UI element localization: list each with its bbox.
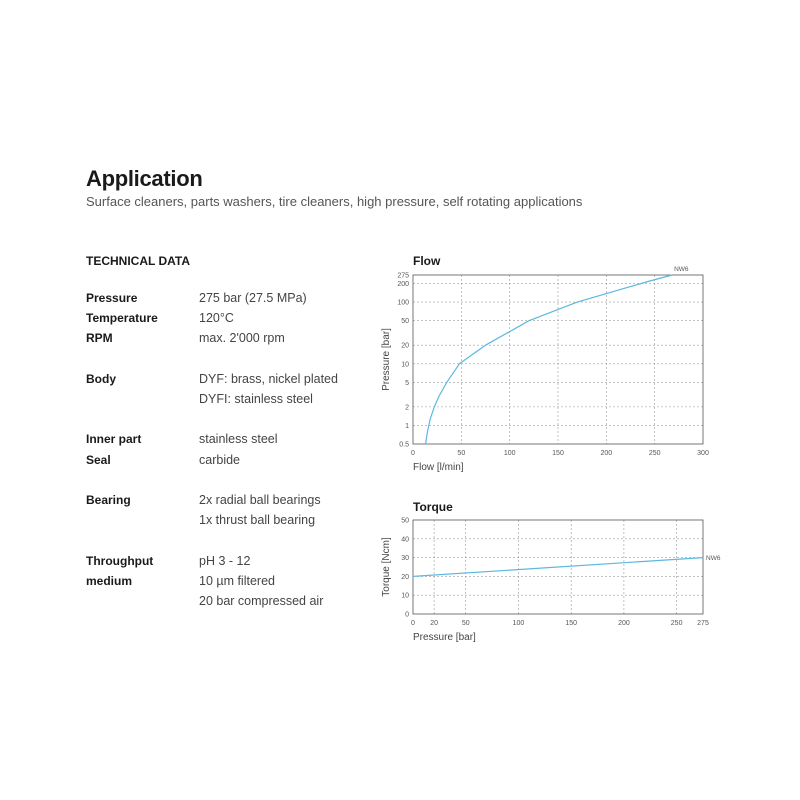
flow-y-tick-label: 20 <box>401 342 409 350</box>
torque-x-tick-label: 100 <box>512 620 525 627</box>
spec-label-inner-part: Inner part <box>86 432 142 446</box>
spec-value-temperature: 120°C <box>199 311 234 325</box>
torque-x-tick-label: 0 <box>411 620 415 627</box>
flow-x-tick-label: 150 <box>552 450 564 457</box>
flow-x-tick-label: 300 <box>697 450 709 457</box>
spec-value-inner-part: stainless steel <box>199 432 278 446</box>
flow-y-tick-label: 50 <box>401 318 409 326</box>
flow-y-tick-label: 0.5 <box>399 441 409 449</box>
torque-y-tick-label: 30 <box>401 555 409 563</box>
torque-x-tick-label: 250 <box>670 620 683 627</box>
spec-label-seal: Seal <box>86 453 111 467</box>
flow-series-label: NW6 <box>674 266 689 273</box>
torque-y-tick-label: 10 <box>401 592 409 600</box>
torque-x-axis-label: Pressure [bar] <box>413 632 476 643</box>
torque-series-line <box>413 558 703 577</box>
spec-value-body-dyf: DYF: brass, nickel plated <box>199 372 338 386</box>
flow-x-tick-label: 200 <box>600 450 613 457</box>
spec-value-body-dyfi: DYFI: stainless steel <box>199 392 313 406</box>
flow-x-axis-label: Flow [l/min] <box>413 462 464 473</box>
torque-y-tick-label: 0 <box>405 611 409 619</box>
spec-value-bearing-thrust: 1x thrust ball bearing <box>199 513 316 527</box>
spec-value-rpm: max. 2'000 rpm <box>199 331 285 345</box>
flow-y-tick-label: 275 <box>397 272 409 280</box>
spec-value-seal: carbide <box>199 453 240 467</box>
technical-data-heading: TECHNICAL DATA <box>86 254 190 268</box>
torque-series-label: NW6 <box>706 555 721 563</box>
flow-series-line <box>426 275 672 444</box>
spec-label-bearing: Bearing <box>86 493 131 507</box>
spec-label-body: Body <box>86 372 116 386</box>
torque-x-tick-label: 150 <box>565 620 578 627</box>
flow-y-tick-label: 200 <box>397 281 409 289</box>
torque-x-tick-label: 20 <box>430 620 438 627</box>
spec-value-bearing-radial: 2x radial ball bearings <box>199 493 321 507</box>
torque-x-tick-label: 275 <box>697 620 709 627</box>
flow-x-tick-label: 250 <box>648 450 661 457</box>
flow-x-tick-label: 0 <box>411 450 415 457</box>
flow-y-tick-label: 100 <box>397 299 409 307</box>
spec-value-pressure: 275 bar (27.5 MPa) <box>199 291 307 305</box>
spec-value-filtered: 10 µm filtered <box>199 574 275 588</box>
torque-y-tick-label: 20 <box>401 573 409 581</box>
spec-value-compressed-air: 20 bar compressed air <box>199 594 324 608</box>
flow-chart-title: Flow <box>413 254 441 268</box>
flow-x-tick-label: 50 <box>457 450 466 457</box>
torque-x-tick-label: 50 <box>461 620 470 627</box>
flow-y-tick-label: 10 <box>401 361 409 369</box>
torque-chart-title: Torque <box>413 500 453 514</box>
flow-y-tick-label: 1 <box>405 422 409 430</box>
spec-label-pressure: Pressure <box>86 291 138 305</box>
flow-y-axis-label: Pressure [bar] <box>381 328 392 391</box>
torque-y-tick-label: 40 <box>401 536 409 544</box>
spec-label-temperature: Temperature <box>86 311 158 325</box>
application-description: Surface cleaners, parts washers, tire cleaners, high pressure, self rotating applications <box>86 194 583 209</box>
spec-label-rpm: RPM <box>86 331 113 345</box>
spec-value-ph: pH 3 - 12 <box>199 554 251 568</box>
flow-y-tick-label: 5 <box>405 379 409 387</box>
spec-label-medium: medium <box>86 574 133 588</box>
flow-x-tick-label: 100 <box>503 450 516 457</box>
torque-y-axis-label: Torque [Ncm] <box>381 537 392 597</box>
flow-y-tick-label: 2 <box>405 404 409 412</box>
torque-x-tick-label: 200 <box>618 620 630 627</box>
torque-y-tick-label: 50 <box>401 517 409 525</box>
page-title: Application <box>86 166 203 191</box>
spec-label-throughput: Throughput <box>86 554 154 568</box>
